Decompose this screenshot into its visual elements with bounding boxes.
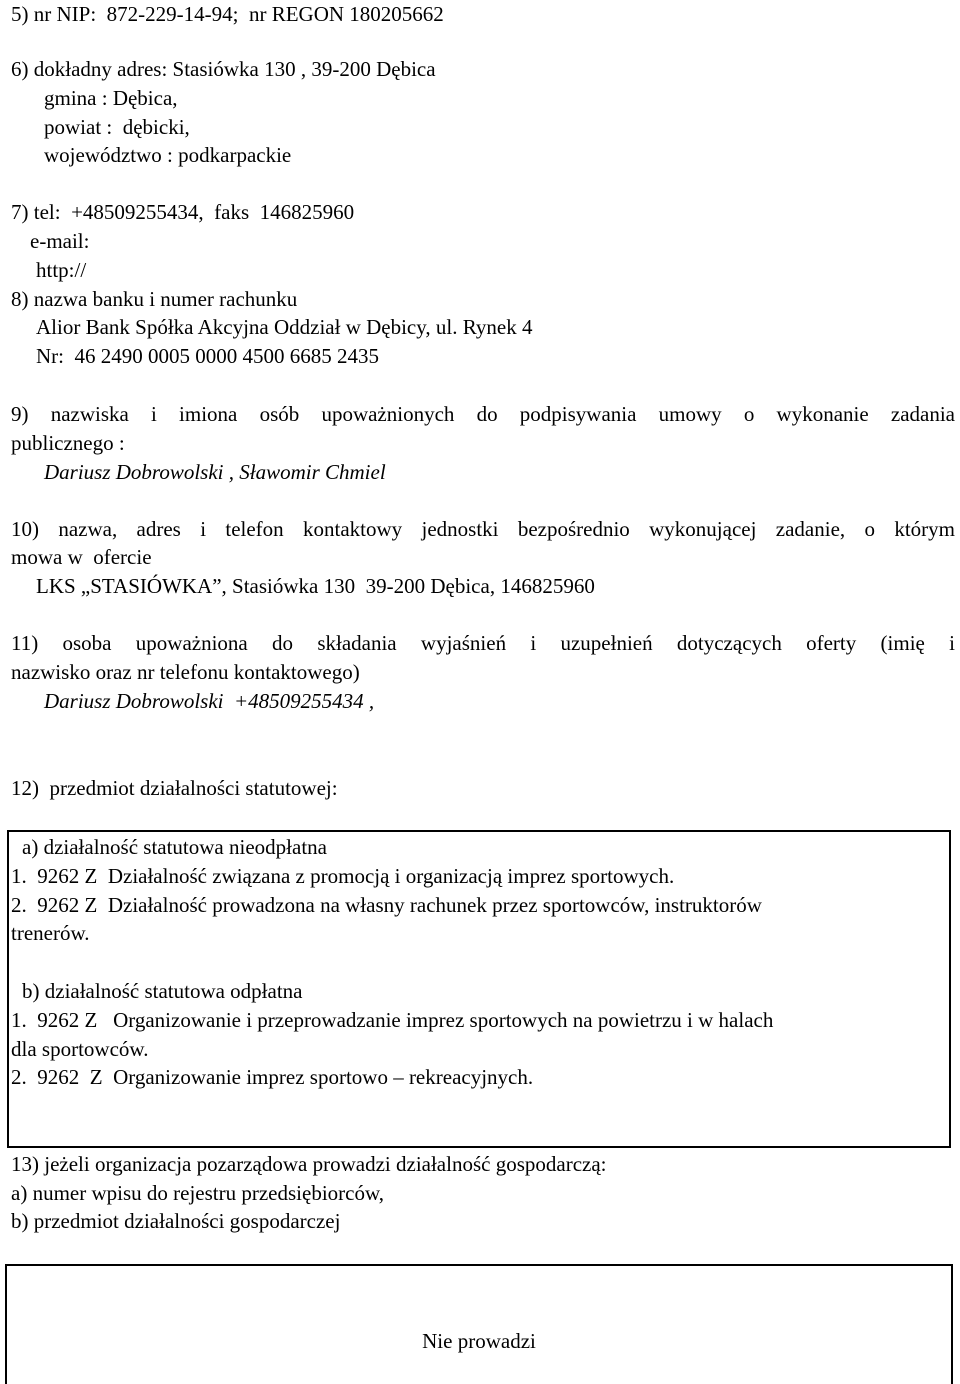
unit-heading-line2: mowa w ofercie [11,545,152,569]
address-line: 6) dokładny adres: Stasiówka 130 , 39-200 Dębica [11,57,436,81]
bank-heading: 8) nazwa banku i numer rachunku [11,287,298,311]
gmina-line: gmina : Dębica, [44,86,178,110]
paid-activity-item-1: 1. 9262 Z Organizowanie i przeprowadzanie imprez sportowych na powietrzu i w halach [11,1008,774,1032]
signatories-heading-line1: 9) nazwiska i imiona osób upoważnionych do podpisywania umowy o wykonanie zadania [11,402,955,426]
powiat-line: powiat : dębicki, [44,115,190,139]
unit-heading-line1: 10) nazwa, adres i telefon kontaktowy jednostki bezpośrednio wykonującej zadanie, o którym [11,517,955,541]
unpaid-activity-item-2-cont: trenerów. [11,921,90,945]
paid-activity-heading: b) działalność statutowa odpłatna [22,979,303,1003]
unpaid-activity-heading: a) działalność statutowa nieodpłatna [22,835,327,859]
signatories-heading-line2: publicznego : [11,431,125,455]
email-line: e-mail: [30,229,90,253]
business-activity-box [5,1264,953,1384]
contact-person: Dariusz Dobrowolski +48509255434 , [44,689,375,713]
unit-details: LKS „STASIÓWKA”, Stasiówka 130 39-200 Dębica, 146825960 [36,574,595,598]
bank-name: Alior Bank Spółka Akcyjna Oddział w Dębicy, ul. Rynek 4 [36,315,533,339]
statutory-heading: 12) przedmiot działalności statutowej: [11,776,338,800]
unpaid-activity-item-2: 2. 9262 Z Działalność prowadzona na własny rachunek przez sportowców, instruktorów [11,893,762,917]
nip-regon-line: 5) nr NIP: 872-229-14-94; nr REGON 180205662 [11,2,444,26]
business-subject-line: b) przedmiot działalności gospodarczej [11,1209,341,1233]
contact-heading-line1: 11) osoba upoważniona do składania wyjaśnień i uzupełnień dotyczących oferty (imię i [11,631,955,655]
paid-activity-item-1-cont: dla sportowców. [11,1037,149,1061]
paid-activity-item-2: 2. 9262 Z Organizowanie imprez sportowo – rekreacyjnych. [11,1065,534,1089]
unpaid-activity-item-1: 1. 9262 Z Działalność związana z promocją i organizacją imprez sportowych. [11,864,675,888]
tel-fax-line: 7) tel: +48509255434, faks 146825960 [11,200,355,224]
no-business-activity-text: Nie prowadzi [422,1329,536,1353]
business-heading: 13) jeżeli organizacja pozarządowa prowadzi działalność gospodarczą: [11,1152,607,1176]
business-registry-line: a) numer wpisu do rejestru przedsiębiorców, [11,1181,385,1205]
account-number: Nr: 46 2490 0005 0000 4500 6685 2435 [36,344,379,368]
signatories-names: Dariusz Dobrowolski , Sławomir Chmiel [44,460,386,484]
http-line: http:// [36,258,87,282]
contact-heading-line2: nazwisko oraz nr telefonu kontaktowego) [11,660,360,684]
wojewodztwo-line: województwo : podkarpackie [44,143,292,167]
